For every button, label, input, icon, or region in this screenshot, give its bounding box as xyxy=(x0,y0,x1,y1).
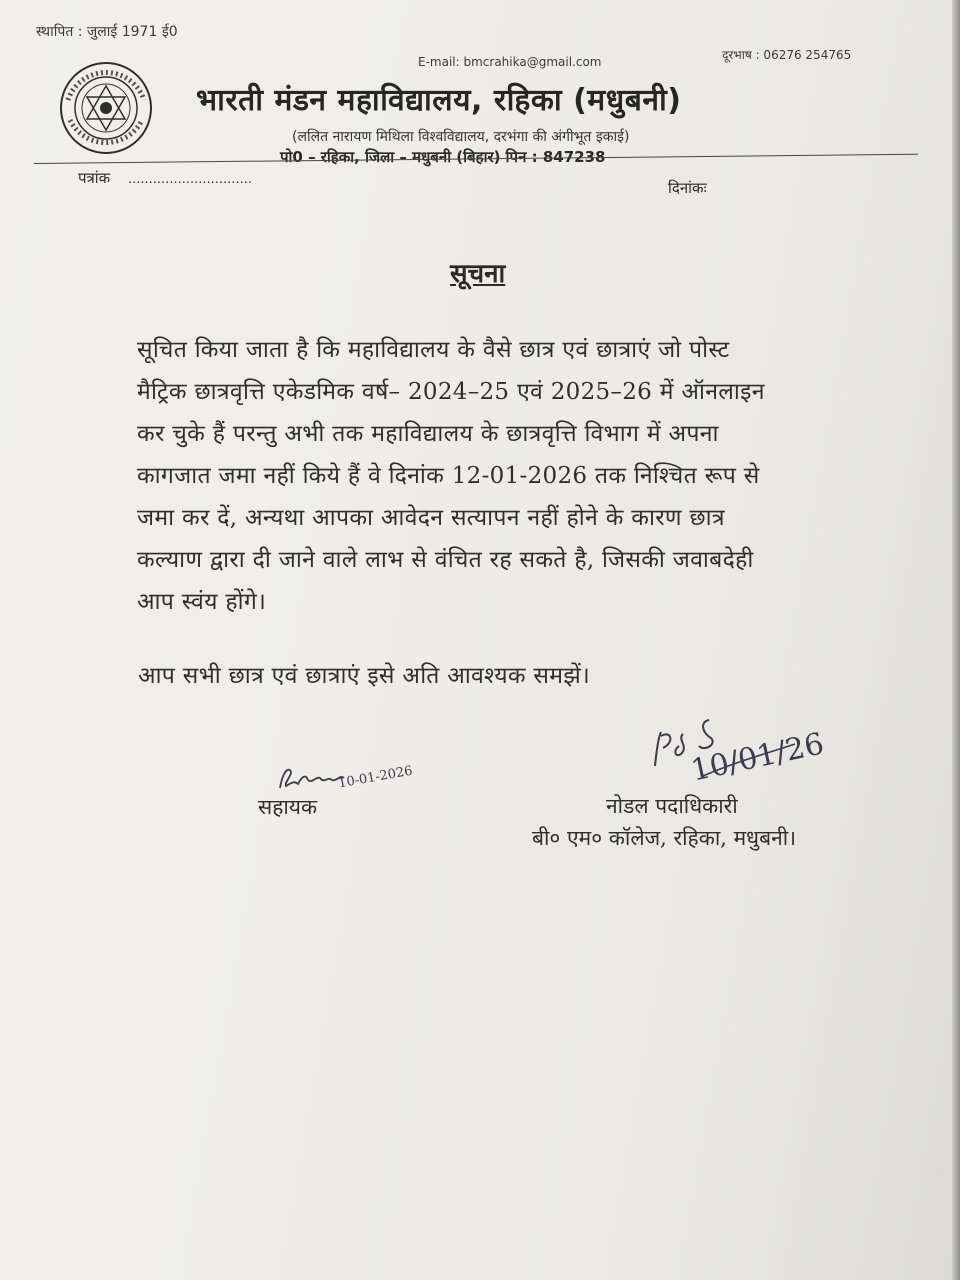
notice-line: कागजात जमा नहीं किये हैं वे दिनांक 12-01-2026 तक निश्चित रूप से xyxy=(137,463,760,489)
email-text: E-mail: bmcrahika@gmail.com xyxy=(418,55,602,69)
officer-handwritten-date: 10/01/26 xyxy=(687,726,827,789)
paper-edge xyxy=(952,0,960,1280)
notice-line: कर चुके हैं परन्तु अभी तक महाविद्यालय के छात्रवृत्ति विभाग में अपना xyxy=(137,421,719,447)
ref-label: पत्रांक xyxy=(78,169,111,187)
established-text: स्थापित : जुलाई 1971 ई0 xyxy=(36,24,178,40)
assistant-label: सहायक xyxy=(258,795,318,819)
affiliation-text: (ललित नारायण मिथिला विश्वविद्यालय, दरभंगा की अंगीभूत इकाई) xyxy=(292,129,630,145)
date-label: दिनांकः xyxy=(668,179,707,197)
ref-dots: .............................. xyxy=(128,172,252,187)
notice-line: आप स्वंय होंगे। xyxy=(137,589,267,615)
notice-line: जमा कर दें, अन्यथा आपका आवेदन सत्यापन नहीं होने के कारण छात्र xyxy=(137,505,725,531)
officer-title: नोडल पदाधिकारी xyxy=(606,794,738,818)
phone-text: दूरभाष : 06276 254765 xyxy=(722,48,852,62)
college-name: भारती मंडन महाविद्यालय, रहिका (मधुबनी) xyxy=(196,83,682,118)
notice-line: कल्याण द्वारा दी जाने वाले लाभ से वंचित रह सकते है, जिसकी जवाबदेही xyxy=(137,547,754,573)
notice-heading: सूचना xyxy=(450,259,506,289)
notice-line: मैट्रिक छात्रवृत्ति एकेडमिक वर्ष– 2024–25 एवं 2025–26 में ऑनलाइन xyxy=(137,379,765,405)
address-text: पो0 – रहिका, जिला – मधुबनी (बिहार) पिन : 847238 xyxy=(280,148,606,166)
assistant-handwritten-date: 10-01-2026 xyxy=(337,763,414,792)
notice-line: सूचित किया जाता है कि महाविद्यालय के वैसे छात्र एवं छात्राएं जो पोस्ट xyxy=(137,337,730,363)
officer-org: बी० एम० कॉलेज, रहिका, मधुबनी। xyxy=(532,826,797,850)
college-seal-icon xyxy=(58,60,154,156)
closing-line: आप सभी छात्र एवं छात्राएं इसे अति आवश्यक समझें। xyxy=(138,663,591,689)
